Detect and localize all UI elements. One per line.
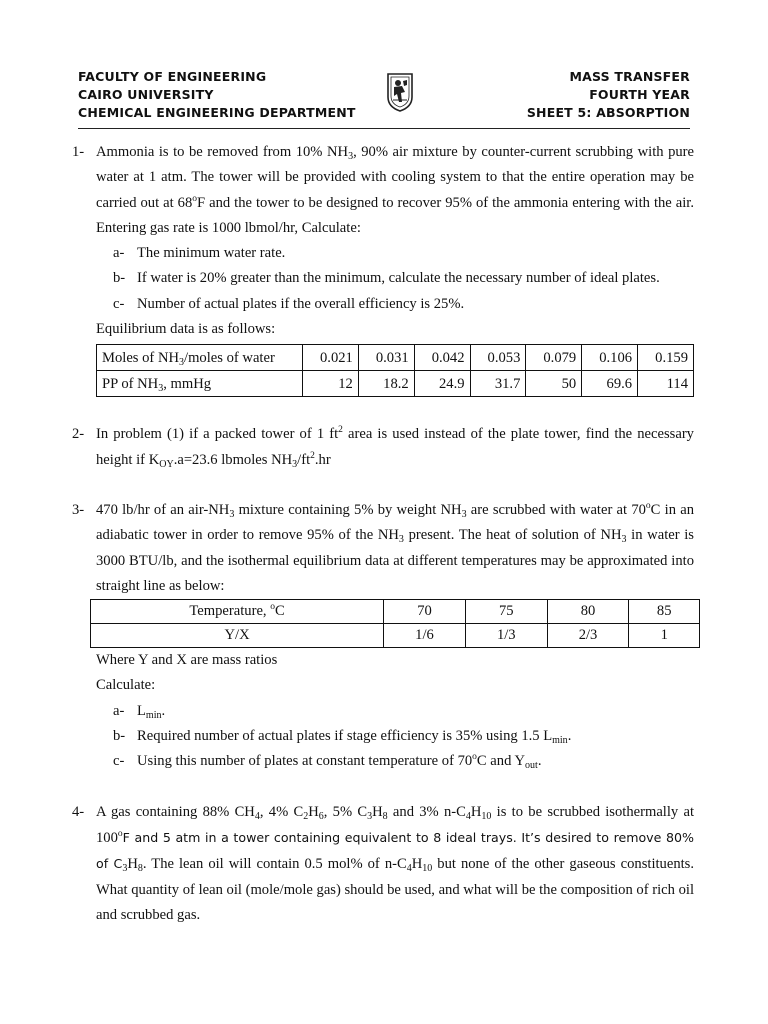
problem-4 (72, 800, 694, 928)
header-faculty: FACULTY OF ENGINEERING (78, 69, 267, 84)
header-university: CAIRO UNIVERSITY (78, 87, 214, 102)
problem-3 (72, 498, 694, 775)
table-row (97, 371, 694, 397)
table-cell: 2/3 (547, 624, 629, 648)
university-crest-icon (385, 72, 415, 112)
header-divider (78, 128, 690, 129)
problem-1-text: Ammonia is to be removed from 10% $NH_3$, 90% air mixture by counter-current scrubbing with pure water at 1 atm. The tower will be provided with cooling system to that the entire operation may be carried out at 68$^o$F and the tower to be designed to recover 95% of the ammonia entering with the air. Entering gas rate is 1000 lbmol/hr, Calculate: (96, 144, 694, 236)
table-row (97, 345, 694, 371)
header-sheet: SHEET 5: ABSORPTION (526, 105, 690, 120)
table-cell: 0.031 (358, 345, 414, 371)
mass-ratio-note: Where Y and X are mass ratios (96, 652, 278, 669)
equilibrium-table-2 (90, 599, 700, 648)
table-cell: 1/6 (384, 624, 466, 648)
problem-1 (72, 140, 694, 397)
header-year: FOURTH YEAR (589, 87, 690, 102)
header-left (78, 68, 356, 122)
header-department: CHEMICAL ENGINEERING DEPARTMENT (78, 105, 356, 120)
table-cell: Temperature, $^o$C (91, 600, 384, 624)
table-cell: 24.9 (414, 371, 470, 397)
table-cell: 0.106 (582, 345, 638, 371)
table-row (91, 624, 700, 648)
table-cell: 85 (629, 600, 700, 624)
table-cell: 1 (629, 624, 700, 648)
problem-1-item-b: b- If water is 20% greater than the minimum, calculate the necessary number of ideal plates. (113, 270, 660, 287)
equilibrium-intro: Equilibrium data is as follows: (96, 321, 276, 338)
header-right (527, 68, 690, 122)
problem-number: 2- (72, 426, 85, 443)
problem-3-text: 470 lb/hr of an air-$NH_3$ mixture containing 5% by weight $NH_3$ are scrubbed with water at 70$^o$C in an adiabatic tower in order to remove 95% of the $NH_3$ present. The heat of solution of $NH_3$ in water is 3000 BTU/lb, and the isothermal equilibrium data at different temperatures may be approximated into straight line as below: (96, 500, 694, 594)
problem-2 (72, 422, 694, 473)
table-cell: 50 (526, 371, 582, 397)
problem-3-item-a: a- $L_{min}$. (113, 702, 166, 721)
table-cell: 0.079 (526, 345, 582, 371)
table-cell: Moles of $NH_3$/moles of water (97, 345, 303, 371)
table-cell: 18.2 (358, 371, 414, 397)
header-course: MASS TRANSFER (569, 69, 690, 84)
sheet-content (72, 140, 694, 928)
table-row (91, 600, 700, 624)
table-cell: PP of $NH_3$, mmHg (97, 371, 303, 397)
problem-1-item-c: c- Number of actual plates if the overall efficiency is 25%. (113, 295, 465, 312)
table-cell: 0.021 (303, 345, 359, 371)
table-cell: 31.7 (470, 371, 526, 397)
problem-1-item-a: a- The minimum water rate. (113, 245, 286, 262)
table-cell: 1/3 (465, 624, 547, 648)
table-cell: 0.053 (470, 345, 526, 371)
problem-3-item-b: b- Required number of actual plates if stage efficiency is 35% using 1.5 $L_{min}$. (113, 728, 572, 747)
problem-4-text: A gas containing 88% $CH_4$, 4% $C_2H_6$, 5% $C_3H_8$ and 3% $n-C_4H_{10}$ is to be scrubbed isothermally at 100$^o$F and 5 atm in a tower containing equivalent to 8 ideal trays. It’s desired to remove 80% of $C_3H_8$. The lean oil will contain 0.5 mol% of $n-C_4H_{10}$ but none of the other gaseous constituents. What quantity of lean oil (mole/mole gas) should be used, and what will be the composition of rich oil and scrubbed gas. (96, 803, 695, 923)
table-cell: 0.159 (638, 345, 694, 371)
problem-number: 3- (72, 501, 85, 518)
table-cell: 69.6 (582, 371, 638, 397)
problem-3-item-c: c- Using this number of plates at constant temperature of 70$^o$C and $Y_{out}$. (113, 752, 542, 772)
problem-2-text: In problem (1) if a packed tower of 1 $ft^2$ area is used instead of the plate tower, find the necessary height if $K_{OY}.a=23.6$ lbmoles $NH_3/ft^2.hr$ (96, 425, 694, 470)
table-cell: 114 (638, 371, 694, 397)
problem-number: 4- (72, 803, 85, 820)
calculate-label: Calculate: (96, 677, 156, 694)
table-cell: Y/X (91, 624, 384, 648)
page-header (78, 68, 690, 124)
table-cell: 75 (465, 600, 547, 624)
table-cell: 12 (303, 371, 359, 397)
table-cell: 0.042 (414, 345, 470, 371)
equilibrium-table-1 (96, 344, 694, 397)
table-cell: 70 (384, 600, 466, 624)
table-cell: 80 (547, 600, 629, 624)
problem-number: 1- (72, 144, 85, 160)
